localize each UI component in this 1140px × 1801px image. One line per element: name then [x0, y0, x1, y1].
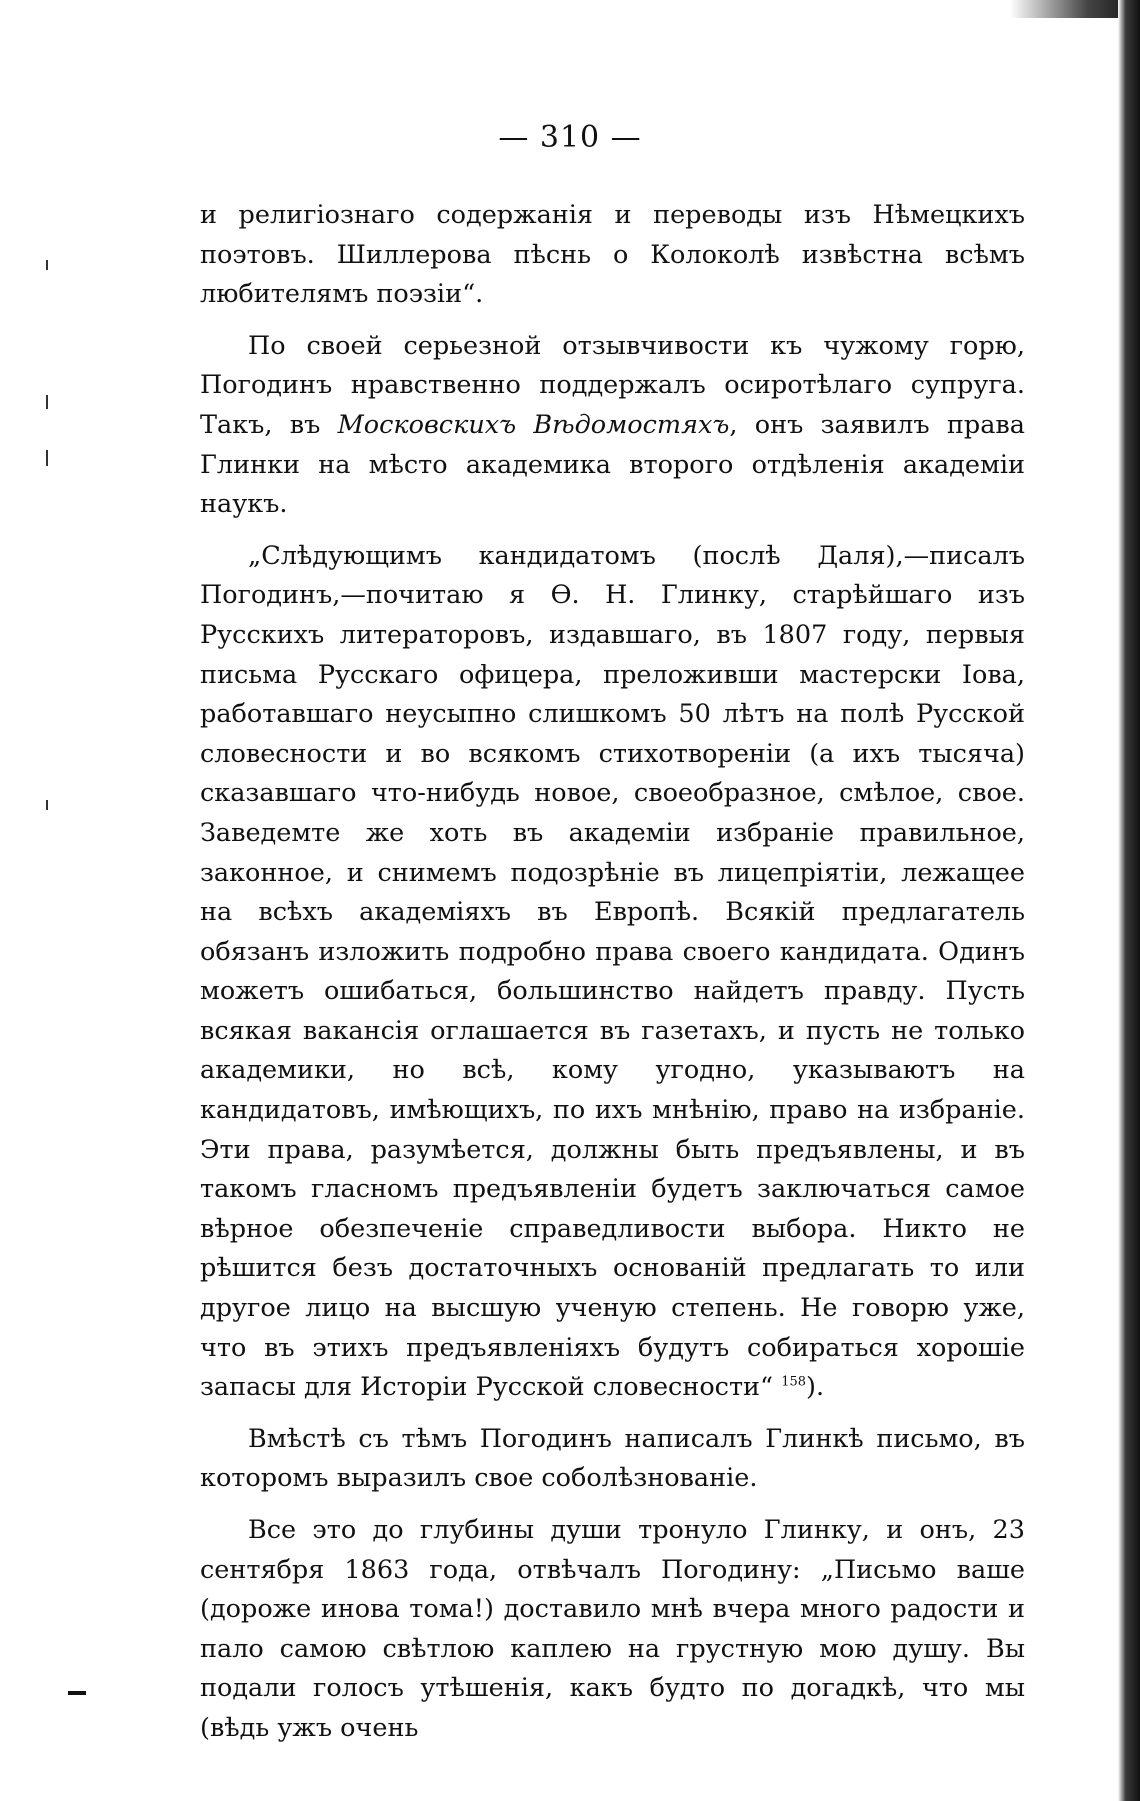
- page-number: — 310 —: [498, 120, 642, 155]
- margin-speck: [68, 1691, 86, 1695]
- paragraph: и религіознаго содержанія и переводы изъ Нѣмецкихъ поэтовъ. Шиллерова пѣснь о Колоколѣ извѣстна всѣмъ любителямъ поэзіи“.: [200, 200, 1025, 310]
- paragraph: Все это до глубины души тронуло Глинку, и онъ, 23 сентября 1863 года, отвѣчалъ Погодину: „Письмо ваше (дороже инова тома!) доставило мнѣ вчера много радости и пало самою свѣтлою каплею на грустную мою душу. Вы подали голосъ утѣшенія, какъ будто по догадкѣ, что мы (вѣдь ужъ очень: [200, 1515, 1025, 1743]
- paragraph: [200, 537, 1025, 1408]
- paragraph: Вмѣстѣ съ тѣмъ Погодинъ написалъ Глинкѣ письмо, въ которомъ выразилъ свое соболѣзнованіе.: [200, 1423, 1025, 1494]
- newspaper-title: Московскихъ Вѣдомостяхъ: [337, 409, 730, 440]
- footnote-marker: 158: [781, 1374, 807, 1390]
- body-text: [200, 196, 1025, 1761]
- margin-speck: [46, 395, 48, 409]
- paragraph-text: ).: [806, 1372, 825, 1403]
- paragraph-text: „Слѣдующимъ кандидатомъ (послѣ Даля),—писалъ Погодинъ,—почитаю я Ѳ. Н. Глинку, старѣйшаго изъ Русскихъ литераторовъ, издавшаго, въ 1807 году, первыя письма Русскаго офицера, преложивши мастерски Іова, работавшаго неусыпно слишкомъ 50 лѣтъ на полѣ Русской словесности и во всякомъ стихотвореніи (а ихъ тысяча) сказавшаго что-нибудь новое, своеобразное, смѣлое, свое. Заведемте же хоть въ академіи избраніе правильное, законное, и снимемъ подозрѣніе въ лицепріятіи, лежащее на всѣхъ академіяхъ въ Европѣ. Всякій предлагатель обязанъ изложить подробно права своего кандидата. Одинъ можетъ ошибаться, большинство найдетъ правду. Пусть всякая вакансія оглашается въ газетахъ, и пусть не только академики, но всѣ, кому угодно, указываютъ на кандидатовъ, имѣющихъ, по ихъ мнѣнію, право на избраніе. Эти права, разумѣется, должны быть предъявлены, и въ такомъ гласномъ предъявленіи будетъ заключаться самое вѣрное обезпеченіе справедливости выбора. Никто не рѣшится безъ достаточныхъ основаній предлагать то или другое лицо на высшую ученую степень. Не говорю уже, что въ этихъ предъявленіяхъ будутъ собираться хорошіе запасы для Исторіи Русской словесности“: [200, 540, 1025, 1403]
- margin-speck: [46, 450, 48, 466]
- scan-edge-shadow: [1118, 0, 1140, 1801]
- margin-speck: [46, 260, 48, 270]
- paragraph-text: По своей серьезной отзывчивости къ чужому горю, Погодинъ нравственно поддержалъ осиротѣлаго супруга. Такъ, въ: [200, 330, 1025, 440]
- paragraph: [200, 327, 1025, 525]
- margin-speck: [46, 800, 48, 810]
- paragraph-text: , онъ заявилъ права Глинки на мѣсто академика второго отдѣленія академіи наукъ.: [200, 409, 1025, 520]
